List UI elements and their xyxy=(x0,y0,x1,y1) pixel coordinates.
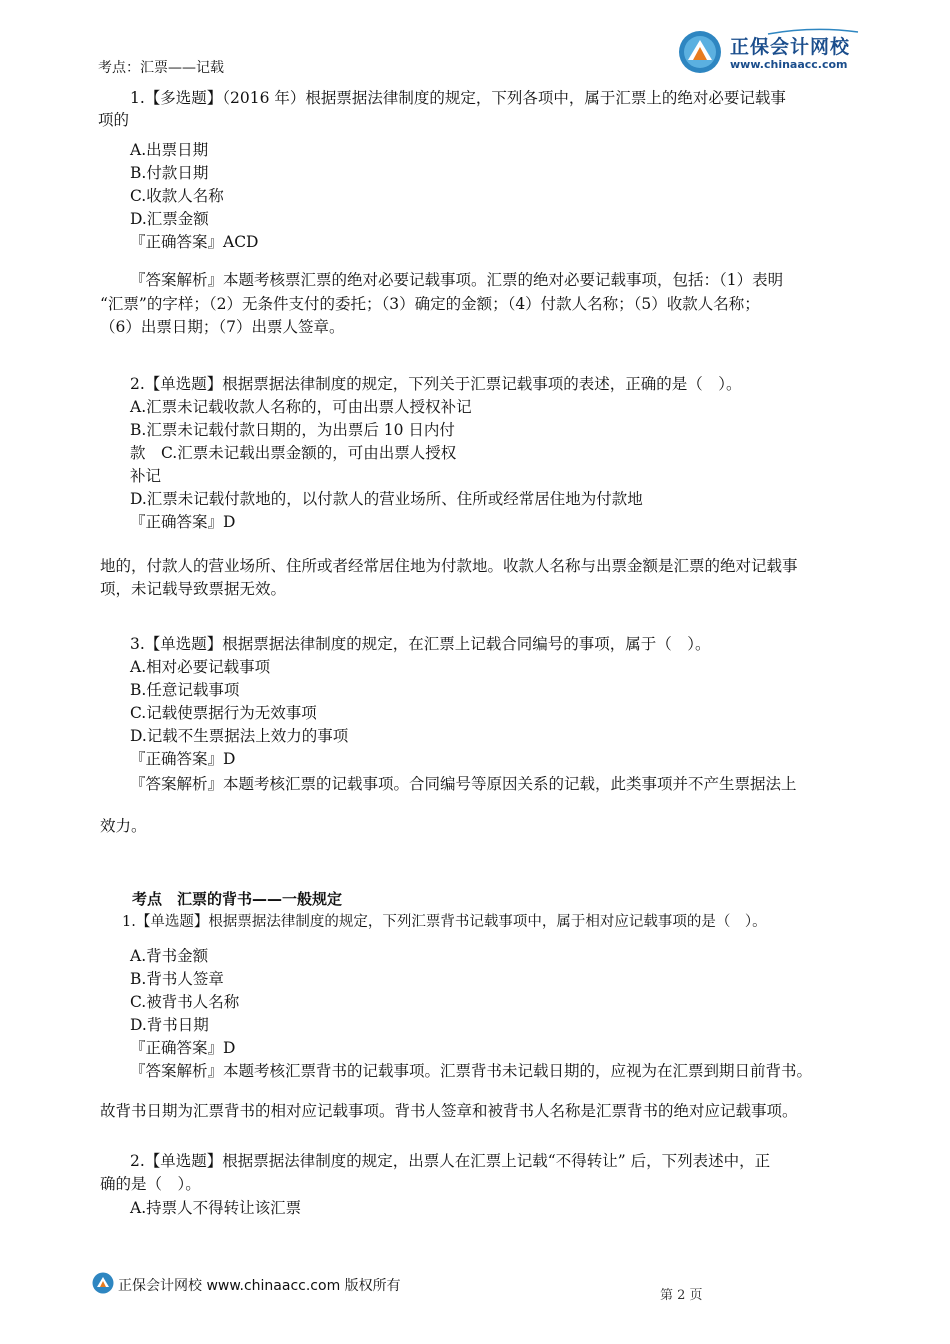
q1-option-a: A.出票日期 xyxy=(130,141,209,159)
s2-q1-answer: 『正确答案』D xyxy=(130,1039,236,1057)
q3-option-c: C.记载使票据行为无效事项 xyxy=(130,704,317,722)
q1-analysis-end: （6）出票日期；（7）出票人签章。 xyxy=(100,318,345,336)
q2-analysis: 地的，付款人的营业场所、住所或者经常居住地为付款地。收款人名称与出票金额是汇票的绝对记载事 xyxy=(100,557,798,575)
page-number: 第 2 页 xyxy=(660,1288,703,1303)
brand-logo[interactable] xyxy=(678,28,858,78)
q1-stem-cont: 项的 xyxy=(98,111,130,129)
s2-q1-analysis: 『答案解析』本题考核汇票背书的记载事项。汇票背书未记载日期的，应视为在汇票到期日前背书。 xyxy=(130,1062,813,1080)
q1-stem: 1.【多选题】（2016 年）根据票据法律制度的规定，下列各项中，属于汇票上的绝对必要记载事 xyxy=(130,89,786,107)
q3-stem: 3.【单选题】根据票据法律制度的规定，在汇票上记载合同编号的事项，属于（ ）。 xyxy=(130,635,711,653)
q2-option-b: B.汇票未记载付款日期的，为出票后 10 日内付 xyxy=(130,421,455,439)
q2-option-d: D.汇票未记载付款地的，以付款人的营业场所、住所或经常居住地为付款地 xyxy=(130,490,643,508)
q3-analysis-cont: 效力。 xyxy=(100,817,147,835)
q1-analysis: 『答案解析』本题考核票汇票的绝对必要记载事项。汇票的绝对必要记载事项，包括：（1）表明 xyxy=(130,271,784,289)
q3-option-b: B.任意记载事项 xyxy=(130,681,240,699)
s2-q1-option-b: B.背书人签章 xyxy=(130,970,224,988)
s2-q1-analysis-cont: 故背书日期为汇票背书的相对应记载事项。背书人签章和被背书人名称是汇票背书的绝对应记载事项。 xyxy=(100,1102,798,1120)
q1-analysis-cont: “汇票”的字样；（2）无条件支付的委托；（3）确定的金额；（4）付款人名称；（5）收款人名称； xyxy=(100,295,760,313)
clipped-header-title: 考点：汇票——记载 xyxy=(98,60,224,76)
footer-copyright: 正保会计网校 www.chinaacc.com 版权所有 xyxy=(118,1278,401,1294)
s2-q1-option-c: C.被背书人名称 xyxy=(130,993,240,1011)
footer-logo-icon xyxy=(92,1272,114,1294)
s2-q2-option-a: A.持票人不得转让该汇票 xyxy=(130,1199,302,1217)
s2-q1-option-d: D.背书日期 xyxy=(130,1016,209,1034)
s2-q1-stem: 1.【单选题】根据票据法律制度的规定，下列汇票背书记载事项中，属于相对应记载事项的是（ ）。 xyxy=(122,914,767,930)
q2-option-a: A.汇票未记载收款人名称的，可由出票人授权补记 xyxy=(130,398,472,416)
q2-stem: 2.【单选题】根据票据法律制度的规定，下列关于汇票记载事项的表述，正确的是（ ）。 xyxy=(130,375,742,393)
logo-emblem-icon xyxy=(678,30,722,74)
logo-url: www.chinaacc.com xyxy=(730,58,848,71)
q3-option-a: A.相对必要记载事项 xyxy=(130,658,271,676)
s2-q2-stem: 2.【单选题】根据票据法律制度的规定，出票人在汇票上记载“不得转让” 后，下列表述中，正 xyxy=(130,1152,771,1170)
logo-title: 正保会计网校 xyxy=(730,36,851,58)
q3-option-d: D.记载不生票据法上效力的事项 xyxy=(130,727,349,745)
q1-option-d: D.汇票金额 xyxy=(130,210,209,228)
q2-option-bc: 款 C.汇票未记载出票金额的，可由出票人授权 xyxy=(130,444,457,462)
q2-answer: 『正确答案』D xyxy=(130,513,236,531)
q2-analysis-cont: 项，未记载导致票据无效。 xyxy=(100,580,287,598)
s2-q1-option-a: A.背书金额 xyxy=(130,947,209,965)
q3-answer: 『正确答案』D xyxy=(130,750,236,768)
q1-answer: 『正确答案』ACD xyxy=(130,233,259,251)
q2-option-c-tail: 补记 xyxy=(130,467,162,485)
q1-option-b: B.付款日期 xyxy=(130,164,209,182)
q3-analysis: 『答案解析』本题考核汇票的记载事项。合同编号等原因关系的记载，此类事项并不产生票据法上 xyxy=(130,775,797,793)
q1-option-c: C.收款人名称 xyxy=(130,187,224,205)
section-title: 考点 汇票的背书——一般规定 xyxy=(132,890,343,908)
s2-q2-stem-cont: 确的是（ ）。 xyxy=(100,1175,201,1193)
